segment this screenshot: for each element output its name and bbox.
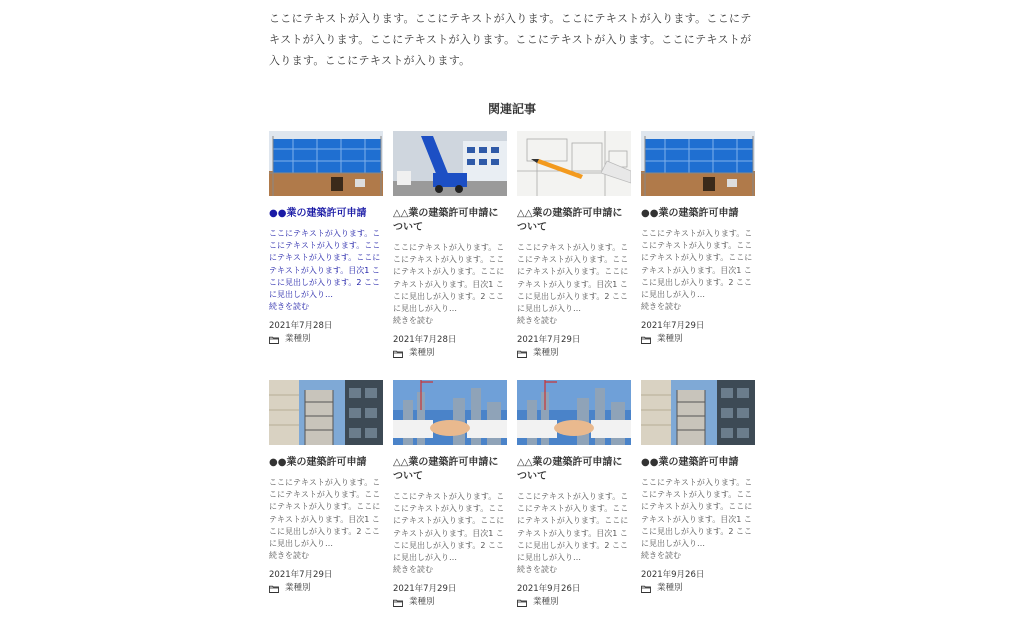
read-more-link[interactable]: 続きを読む [517, 565, 557, 575]
folder-icon [641, 336, 651, 344]
read-more-link[interactable]: 続きを読む [269, 551, 309, 561]
article-date: 2021年7月29日 [393, 584, 457, 595]
article-excerpt: ここにテキストが入ります。ここにテキストが入ります。ここにテキストが入ります。ここにテキストが入ります。目次1 ここに見出しが入ります。2 ここに見出しが入り… [641, 478, 753, 549]
read-more-link[interactable]: 続きを読む [393, 565, 433, 575]
article-date: 2021年7月28日 [393, 335, 457, 346]
related-article-card[interactable] [269, 131, 383, 380]
article-title[interactable]: ●●業の建築許可申請 [641, 457, 739, 468]
article-thumbnail[interactable] [517, 380, 631, 445]
article-excerpt: ここにテキストが入ります。ここにテキストが入ります。ここにテキストが入ります。ここにテキストが入ります。目次1 ここに見出しが入ります。2 ここに見出しが入り… [269, 478, 381, 549]
article-date: 2021年7月29日 [641, 321, 705, 332]
category-label[interactable]: 業種別 [285, 334, 311, 345]
folder-icon [269, 585, 279, 593]
read-more-link[interactable]: 続きを読む [393, 316, 433, 326]
category-label[interactable]: 業種別 [533, 597, 559, 608]
folder-icon [393, 350, 403, 358]
related-article-card[interactable] [641, 131, 755, 380]
article-category[interactable] [269, 582, 383, 595]
article-excerpt: ここにテキストが入ります。ここにテキストが入ります。ここにテキストが入ります。ここにテキストが入ります。目次1 ここに見出しが入ります。2 ここに見出しが入り… [393, 492, 505, 563]
article-title[interactable]: ●●業の建築許可申請 [269, 457, 367, 468]
article-excerpt: ここにテキストが入ります。ここにテキストが入ります。ここにテキストが入ります。ここにテキストが入ります。目次1 ここに見出しが入ります。2 ここに見出しが入り… [517, 492, 629, 563]
article-title[interactable]: ●●業の建築許可申請 [269, 208, 367, 219]
article-excerpt: ここにテキストが入ります。ここにテキストが入ります。ここにテキストが入ります。ここにテキストが入ります。目次1 ここに見出しが入ります。2 ここに見出しが入り… [641, 229, 753, 300]
article-category[interactable] [393, 596, 507, 609]
article-category[interactable] [641, 333, 755, 346]
article-thumbnail[interactable] [393, 131, 507, 196]
article-date: 2021年9月26日 [641, 570, 705, 581]
category-label[interactable]: 業種別 [657, 583, 683, 594]
article-category[interactable] [393, 347, 507, 360]
article-title[interactable]: △△業の建築許可申請について [517, 208, 623, 233]
folder-icon [393, 599, 403, 607]
article-category[interactable] [641, 582, 755, 595]
category-label[interactable]: 業種別 [409, 597, 435, 608]
article-date: 2021年7月29日 [517, 335, 581, 346]
read-more-link[interactable]: 続きを読む [517, 316, 557, 326]
related-article-card[interactable] [641, 380, 755, 629]
article-thumbnail[interactable] [641, 380, 755, 445]
article-title[interactable]: ●●業の建築許可申請 [641, 208, 739, 219]
folder-icon [641, 585, 651, 593]
related-article-card[interactable] [269, 380, 383, 629]
related-article-card[interactable] [517, 131, 631, 380]
article-title[interactable]: △△業の建築許可申請について [393, 457, 499, 482]
article-thumbnail[interactable] [393, 380, 507, 445]
folder-icon [517, 599, 527, 607]
related-article-card[interactable] [517, 380, 631, 629]
read-more-link[interactable]: 続きを読む [269, 302, 309, 312]
category-label[interactable]: 業種別 [409, 348, 435, 359]
article-thumbnail[interactable] [269, 131, 383, 196]
related-articles-grid [269, 131, 755, 629]
article-category[interactable] [517, 596, 631, 609]
article-excerpt: ここにテキストが入ります。ここにテキストが入ります。ここにテキストが入ります。ここにテキストが入ります。目次1 ここに見出しが入ります。2 ここに見出しが入り… [393, 243, 505, 314]
article-date: 2021年7月28日 [269, 321, 333, 332]
article-excerpt: ここにテキストが入ります。ここにテキストが入ります。ここにテキストが入ります。ここにテキストが入ります。目次1 ここに見出しが入ります。2 ここに見出しが入り… [517, 243, 629, 314]
related-article-card[interactable] [393, 380, 507, 629]
folder-icon [269, 336, 279, 344]
related-article-card[interactable] [393, 131, 507, 380]
article-excerpt: ここにテキストが入ります。ここにテキストが入ります。ここにテキストが入ります。ここにテキストが入ります。目次1 ここに見出しが入ります。2 ここに見出しが入り… [269, 229, 381, 300]
article-category[interactable] [269, 333, 383, 346]
article-thumbnail[interactable] [641, 131, 755, 196]
category-label[interactable]: 業種別 [285, 583, 311, 594]
read-more-link[interactable]: 続きを読む [641, 551, 681, 561]
related-articles-heading: 関連記事 [487, 102, 536, 116]
article-category[interactable] [517, 347, 631, 360]
article-date: 2021年9月26日 [517, 584, 581, 595]
category-label[interactable]: 業種別 [533, 348, 559, 359]
article-thumbnail[interactable] [269, 380, 383, 445]
category-label[interactable]: 業種別 [657, 334, 683, 345]
article-thumbnail[interactable] [517, 131, 631, 196]
read-more-link[interactable]: 続きを読む [641, 302, 681, 312]
folder-icon [517, 350, 527, 358]
article-title[interactable]: △△業の建築許可申請について [517, 457, 623, 482]
article-date: 2021年7月29日 [269, 570, 333, 581]
intro-paragraph: ここにテキストが入ります。ここにテキストが入ります。ここにテキストが入ります。ここにテキストが入ります。ここにテキストが入ります。ここにテキストが入ります。ここにテキストが入ります。ここにテキストが入ります。 [269, 12, 752, 67]
article-title[interactable]: △△業の建築許可申請について [393, 208, 499, 233]
